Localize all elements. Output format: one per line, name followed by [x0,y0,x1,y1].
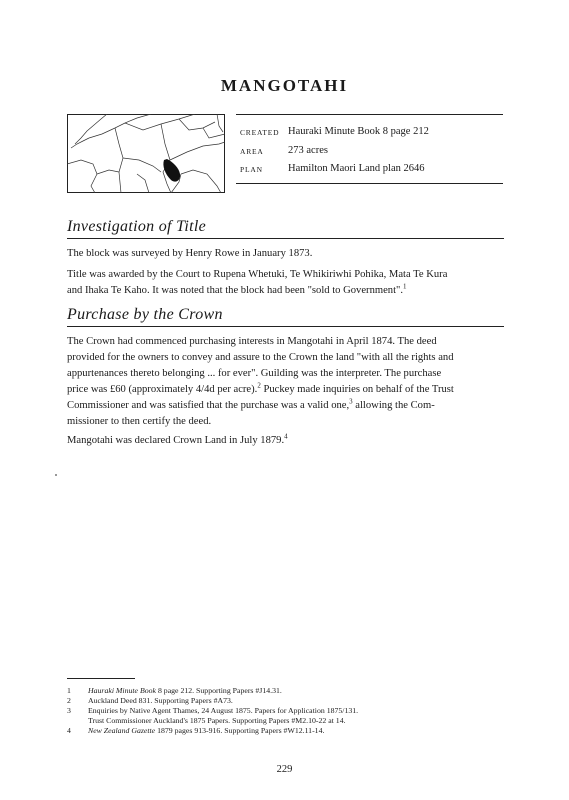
purchase-paragraph-2 [67,433,504,449]
text-line: The Crown had commenced purchasing interests in Mangotahi in April 1874. The deed [67,336,437,347]
mangotahi-block-shape [163,159,180,182]
footnote-text: Auckland Deed 831. Supporting Papers #A73. [88,696,233,705]
investigation-paragraph-2 [67,267,504,299]
text-line: Commissioner and was satisfied that the purchase was a valid one, [67,400,350,411]
location-map [67,114,225,193]
page-title: MANGOTAHI [220,76,349,95]
text-line: provided for the owners to convey and assure to the Crown the land "with all the rights and [67,352,454,363]
footnote-ref: 3 [349,397,353,406]
text-line: allowing the Com- [352,400,435,411]
footnote-text: Enquiries by Native Agent Thames, 24 August 1875. Papers for Application 1875/131. [88,706,359,715]
footnote-number: 4 [67,726,71,735]
meta-label: CREATED [240,128,280,137]
meta-rule-top [236,114,503,115]
meta-label: PLAN [240,165,263,174]
meta-value: Hamilton Maori Land plan 2646 [288,163,425,174]
meta-value: 273 acres [288,145,328,156]
text-line: and Ihaka Te Kaho. It was noted that the block had been "sold to Government". [67,285,404,296]
page-number: 229 [276,764,293,775]
footnote-ref: 1 [403,282,407,291]
section-rule [67,326,504,327]
footnote-rest: 1879 pages 913-916. Supporting Papers #W12.11-14. [155,726,325,735]
footnote-text: Trust Commissioner Auckland's 1875 Papers. Supporting Papers #M2.10-22 at 14. [88,716,346,725]
footnote-ref: 4 [284,432,288,441]
meta-label: AREA [240,147,264,156]
text-line: Puckey made inquiries on behalf of the Trust [260,384,454,395]
text-line: appurtenances thereto belonging ... for ever". Guilding was the interpreter. The purchase [67,368,442,379]
text-line: Mangotahi was declared Crown Land in July 1879. [67,435,285,446]
footnote-rest: 8 page 212. Supporting Papers #J14.31. [156,686,282,695]
footnote-number: 2 [67,696,71,705]
investigation-paragraph-1: The block was surveyed by Henry Rowe in January 1873. [67,248,313,259]
purchase-paragraph-1 [67,334,504,430]
footnote-italic: New Zealand Gazette [88,726,156,735]
scan-speck [55,474,57,476]
text-line: Title was awarded by the Court to Rupena Whetuki, Te Whikiriwhi Pohika, Mata Te Kura [67,269,448,280]
footnote-ref: 2 [257,381,261,390]
section-rule [67,238,504,239]
footnote-text [88,726,324,736]
meta-value: Hauraki Minute Book 8 page 212 [288,126,429,137]
footnote-number: 3 [67,706,71,715]
footnote-italic: Hauraki Minute Book [88,686,156,695]
section-heading-investigation: Investigation of Title [67,218,207,235]
footnote-text [88,686,282,696]
footnote-number: 1 [67,686,71,695]
footnote-rule [67,678,135,679]
text-line: price was £60 (approximately 4/4d per acre). [67,384,258,395]
text-line: missioner to then certify the deed. [67,416,212,427]
meta-rule-bottom [236,183,503,184]
section-heading-purchase: Purchase by the Crown [67,306,223,323]
